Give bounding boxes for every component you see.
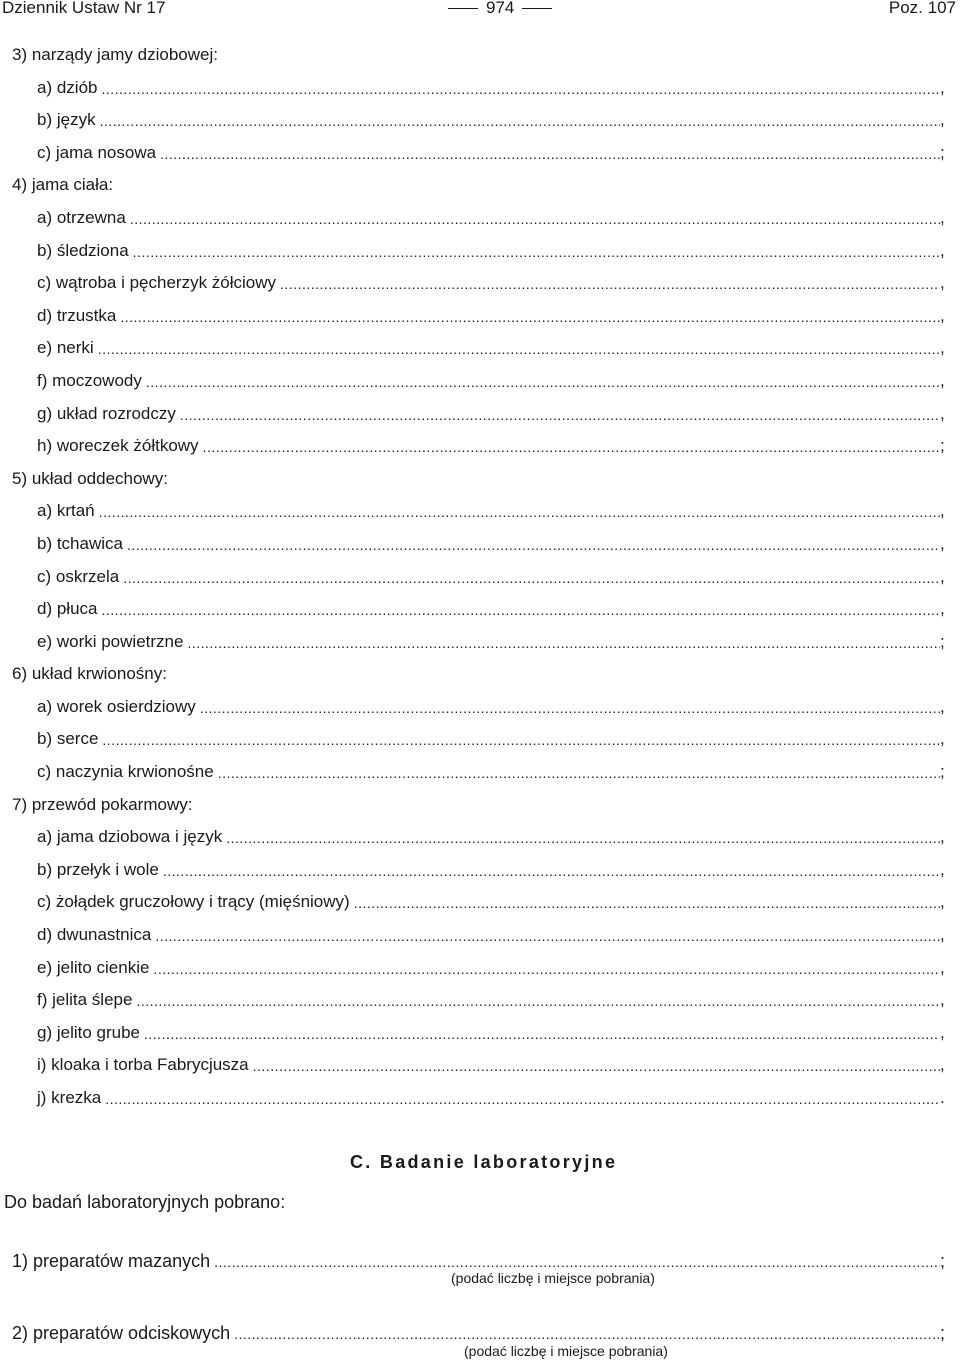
- form-line-label: f) jelita ślepe: [37, 990, 133, 1010]
- line-end: ;: [940, 631, 945, 651]
- fill-in-field[interactable]: [253, 1054, 940, 1078]
- form-line: [0, 305, 960, 338]
- form-line-label: h) woreczek żółtkowy: [37, 436, 199, 456]
- section-heading: [0, 794, 960, 827]
- section-title: 6) układ krwionośny:: [12, 664, 167, 684]
- line-end: ,: [940, 338, 945, 358]
- form-line-label: a) worek osierdziowy: [37, 696, 196, 716]
- line-end: ,: [940, 1022, 945, 1042]
- line-end: ,: [940, 957, 945, 977]
- line-end: ,: [940, 566, 945, 586]
- form-line: [0, 370, 960, 403]
- line-end: ,: [940, 77, 945, 97]
- section-heading: [0, 663, 960, 696]
- line-end: ,: [940, 925, 945, 945]
- line-end: ,: [940, 1055, 945, 1075]
- form-line-label: a) otrzewna: [37, 207, 126, 227]
- fill-in-field[interactable]: [187, 631, 940, 655]
- sample-label: 1) preparatów mazanych: [12, 1251, 211, 1271]
- form-line: [0, 826, 960, 859]
- fill-in-field[interactable]: [203, 435, 940, 459]
- form-line: [0, 272, 960, 305]
- form-line-label: c) oskrzela: [37, 566, 120, 586]
- sample-note: (podać liczbę i miejsce pobrania): [451, 1270, 655, 1286]
- form-line: [0, 337, 960, 370]
- journal-title: Dziennik Ustaw Nr 17: [2, 0, 166, 17]
- form-line: [0, 142, 960, 175]
- fill-in-field[interactable]: [136, 989, 940, 1013]
- form-line: [0, 566, 960, 599]
- form-line: [0, 1054, 960, 1087]
- line-end: ;: [940, 436, 945, 456]
- section-title: 7) przewód pokarmowy:: [12, 794, 193, 814]
- form-content: [0, 44, 960, 1120]
- form-line: [0, 403, 960, 436]
- section-heading: [0, 174, 960, 207]
- sample-label: 2) preparatów odciskowych: [12, 1323, 231, 1343]
- form-line: [0, 728, 960, 761]
- form-line: [0, 240, 960, 273]
- fill-in-field[interactable]: [280, 272, 940, 296]
- fill-in-field[interactable]: [200, 696, 940, 720]
- form-line-label: a) krtań: [37, 501, 95, 521]
- form-line-label: c) naczynia krwionośne: [37, 762, 214, 782]
- form-line: [0, 957, 960, 990]
- fill-in-field[interactable]: [105, 1087, 940, 1111]
- form-line: [0, 631, 960, 664]
- line-end: ,: [940, 370, 945, 390]
- form-line-label: g) układ rozrodczy: [37, 403, 176, 423]
- line-end: ,: [940, 305, 945, 325]
- line-end: ,: [940, 729, 945, 749]
- form-line: [0, 1022, 960, 1055]
- sample-row-1: [0, 1250, 960, 1286]
- sample-note: (podać liczbę i miejsce pobrania): [464, 1343, 668, 1359]
- form-line-label: d) płuca: [37, 599, 98, 619]
- line-end: ;: [940, 1251, 946, 1271]
- line-end: ,: [940, 110, 945, 130]
- section-c-heading: C. Badanie laboratoryjne: [350, 1152, 618, 1172]
- form-line: [0, 500, 960, 533]
- sample-row-2: [0, 1322, 960, 1359]
- section-title: 4) jama ciała:: [12, 175, 114, 195]
- form-line: [0, 761, 960, 794]
- form-line-label: e) nerki: [37, 338, 94, 358]
- form-line-label: e) worki powietrzne: [37, 631, 184, 651]
- page-number-dash-left: [448, 8, 478, 9]
- line-end: ;: [940, 762, 945, 782]
- fill-in-field[interactable]: [101, 598, 940, 622]
- line-end: ,: [940, 990, 945, 1010]
- fill-in-field[interactable]: [120, 305, 940, 329]
- fill-in-field[interactable]: [101, 77, 940, 101]
- fill-in-field[interactable]: [146, 370, 940, 394]
- form-line-label: f) moczowody: [37, 370, 142, 390]
- form-line-label: i) kloaka i torba Fabrycjusza: [37, 1055, 249, 1075]
- form-line-label: b) język: [37, 110, 96, 130]
- fill-in-field[interactable]: [153, 957, 940, 981]
- form-line-label: a) dziób: [37, 77, 98, 97]
- fill-in-field[interactable]: [99, 500, 940, 524]
- section-c-intro: Do badań laboratoryjnych pobrano:: [4, 1192, 286, 1212]
- form-line-label: g) jelito grube: [37, 1022, 141, 1042]
- line-end: .: [940, 1088, 945, 1107]
- form-line-label: b) tchawica: [37, 533, 123, 553]
- line-end: ;: [940, 142, 945, 162]
- fill-in-field[interactable]: [180, 403, 940, 427]
- line-end: ,: [940, 599, 945, 619]
- fill-in-field[interactable]: [155, 924, 940, 948]
- form-line: [0, 1087, 960, 1120]
- fill-in-field[interactable]: [102, 728, 940, 752]
- fill-in-field[interactable]: [144, 1022, 940, 1046]
- page-header: [0, 0, 960, 22]
- line-end: ,: [940, 696, 945, 716]
- position-number: Poz. 107: [888, 0, 956, 17]
- fill-in-field[interactable]: [218, 761, 940, 785]
- section-heading: [0, 44, 960, 77]
- form-line-label: c) wątroba i pęcherzyk żółciowy: [37, 273, 277, 293]
- form-line: [0, 924, 960, 957]
- form-line-label: b) śledziona: [37, 240, 129, 260]
- form-line-label: b) serce: [37, 729, 99, 749]
- line-end: ,: [940, 207, 945, 227]
- line-end: ,: [940, 273, 945, 293]
- fill-in-field[interactable]: [133, 240, 940, 264]
- section-title: 5) układ oddechowy:: [12, 468, 168, 488]
- fill-in-field[interactable]: [130, 207, 940, 231]
- fill-in-field[interactable]: [160, 142, 940, 166]
- fill-in-field[interactable]: [123, 566, 940, 590]
- form-line-label: c) żołądek gruczołowy i trący (mięśniowy): [37, 892, 350, 912]
- form-line: [0, 989, 960, 1022]
- fill-in-field[interactable]: [226, 826, 940, 850]
- form-line: [0, 207, 960, 240]
- section-title: 3) narządy jamy dziobowej:: [12, 45, 218, 64]
- fill-in-field[interactable]: [127, 533, 940, 557]
- fill-in-field[interactable]: [98, 337, 940, 361]
- form-line: [0, 435, 960, 468]
- line-end: ,: [940, 859, 945, 879]
- form-line-label: d) trzustka: [37, 305, 117, 325]
- form-line: [0, 859, 960, 892]
- form-line-label: b) przełyk i wole: [37, 859, 159, 879]
- form-line-label: c) jama nosowa: [37, 142, 157, 162]
- line-end: ,: [940, 240, 945, 260]
- form-line-label: e) jelito cienkie: [37, 957, 150, 977]
- form-line: [0, 109, 960, 142]
- page-number-text: 974: [486, 0, 515, 17]
- line-end: ,: [940, 892, 945, 912]
- form-line-label: j) krezka: [37, 1088, 102, 1107]
- form-line: [0, 77, 960, 110]
- form-line: [0, 533, 960, 566]
- fill-in-field[interactable]: [163, 859, 940, 883]
- fill-in-field[interactable]: [100, 109, 940, 133]
- line-end: ,: [940, 403, 945, 423]
- form-line: [0, 598, 960, 631]
- form-line-label: a) jama dziobowa i język: [37, 827, 223, 847]
- form-line: [0, 696, 960, 729]
- fill-in-field[interactable]: [354, 891, 940, 915]
- line-end: ,: [940, 501, 945, 521]
- form-line-label: d) dwunastnica: [37, 925, 152, 945]
- section-heading: [0, 468, 960, 501]
- page-number: [440, 0, 560, 16]
- page-number-dash-right: [522, 8, 552, 9]
- form-line: [0, 891, 960, 924]
- line-end: ,: [940, 827, 945, 847]
- line-end: ;: [940, 1323, 946, 1343]
- line-end: ,: [940, 533, 945, 553]
